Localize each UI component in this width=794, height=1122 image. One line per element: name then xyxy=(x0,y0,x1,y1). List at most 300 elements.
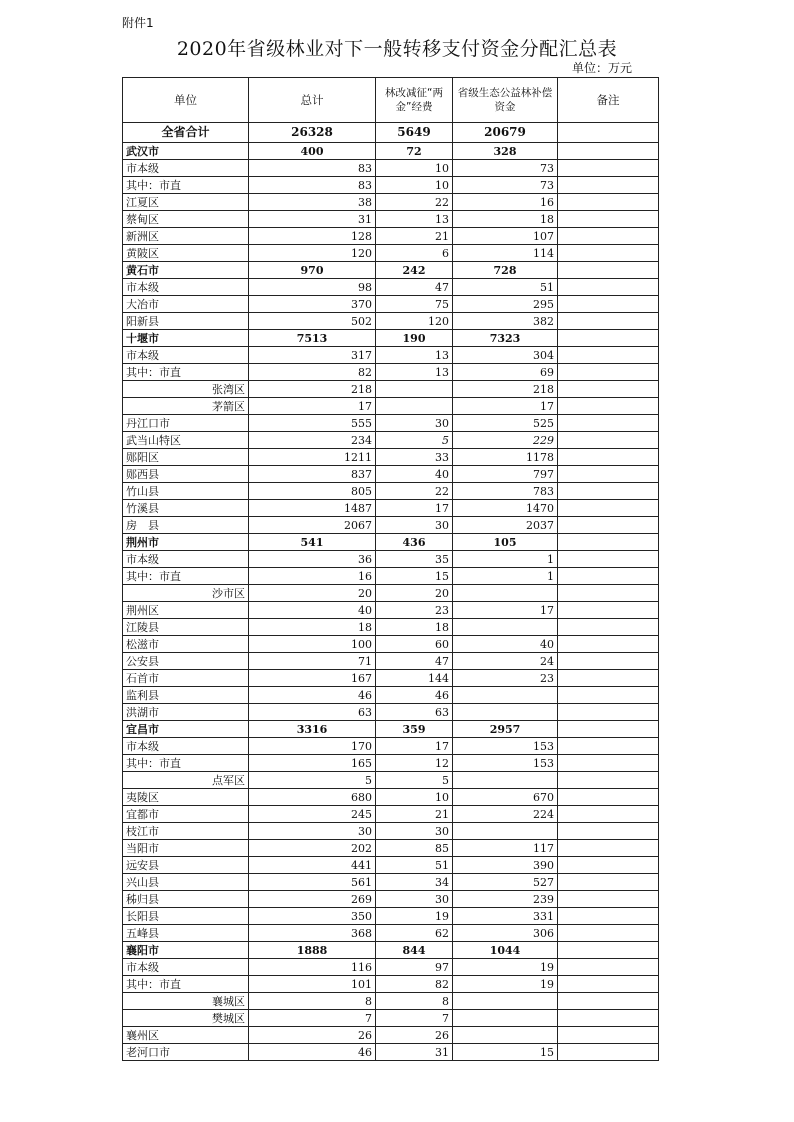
total-cell: 17 xyxy=(249,398,376,415)
lgj-cell: 12 xyxy=(376,755,453,772)
lgj-cell: 72 xyxy=(376,143,453,160)
table-row xyxy=(123,245,659,262)
unit-cell: 老河口市 xyxy=(123,1044,249,1061)
lgj-cell: 7 xyxy=(376,1010,453,1027)
unit-cell: 市本级 xyxy=(123,959,249,976)
table-row xyxy=(123,432,659,449)
city-row xyxy=(123,262,659,279)
lgj-cell: 60 xyxy=(376,636,453,653)
lgj-cell: 19 xyxy=(376,908,453,925)
allocation-table xyxy=(122,77,659,1061)
note-cell xyxy=(558,466,659,483)
note-cell xyxy=(558,398,659,415)
lgj-cell: 120 xyxy=(376,313,453,330)
note-cell xyxy=(558,500,659,517)
total-cell: 368 xyxy=(249,925,376,942)
note-cell xyxy=(558,602,659,619)
stgy-cell xyxy=(453,993,558,1010)
total-cell: 245 xyxy=(249,806,376,823)
note-cell xyxy=(558,619,659,636)
unit-cell: 阳新县 xyxy=(123,313,249,330)
total-cell: 170 xyxy=(249,738,376,755)
unit-cell: 市本级 xyxy=(123,279,249,296)
total-cell: 8 xyxy=(249,993,376,1010)
stgy-cell: 117 xyxy=(453,840,558,857)
total-cell: 350 xyxy=(249,908,376,925)
total-cell: 38 xyxy=(249,194,376,211)
total-cell: 1487 xyxy=(249,500,376,517)
header-total: 总计 xyxy=(249,78,376,123)
stgy-cell: 51 xyxy=(453,279,558,296)
header-unit: 单位 xyxy=(123,78,249,123)
stgy-cell: 18 xyxy=(453,211,558,228)
unit-cell: 樊城区 xyxy=(123,1010,249,1027)
note-cell xyxy=(558,840,659,857)
table-row xyxy=(123,806,659,823)
note-cell xyxy=(558,177,659,194)
table-row xyxy=(123,551,659,568)
stgy-cell: 153 xyxy=(453,755,558,772)
unit-cell: 远安县 xyxy=(123,857,249,874)
total-cell: 20 xyxy=(249,585,376,602)
lgj-cell: 47 xyxy=(376,279,453,296)
table-row xyxy=(123,602,659,619)
stgy-cell: 105 xyxy=(453,534,558,551)
lgj-cell: 15 xyxy=(376,568,453,585)
unit-cell: 松滋市 xyxy=(123,636,249,653)
table-row xyxy=(123,636,659,653)
lgj-cell: 34 xyxy=(376,874,453,891)
lgj-cell: 33 xyxy=(376,449,453,466)
note-cell xyxy=(558,143,659,160)
lgj-cell: 63 xyxy=(376,704,453,721)
unit-cell: 市本级 xyxy=(123,347,249,364)
page-title: 2020年省级林业对下一般转移支付资金分配汇总表 xyxy=(176,38,618,60)
header-stgy: 省级生态公益林补偿资金 xyxy=(453,78,558,123)
lgj-cell: 10 xyxy=(376,160,453,177)
total-cell: 16 xyxy=(249,568,376,585)
total-cell: 317 xyxy=(249,347,376,364)
total-cell: 98 xyxy=(249,279,376,296)
note-cell xyxy=(558,653,659,670)
unit-cell: 茅箭区 xyxy=(123,398,249,415)
total-cell: 555 xyxy=(249,415,376,432)
note-cell xyxy=(558,925,659,942)
unit-cell: 监利县 xyxy=(123,687,249,704)
table-row xyxy=(123,1027,659,1044)
total-cell: 441 xyxy=(249,857,376,874)
stgy-cell: 2957 xyxy=(453,721,558,738)
note-cell xyxy=(558,194,659,211)
unit-cell: 武汉市 xyxy=(123,143,249,160)
lgj-cell: 30 xyxy=(376,891,453,908)
table-row xyxy=(123,789,659,806)
note-cell xyxy=(558,636,659,653)
table-row xyxy=(123,296,659,313)
total-cell: 36 xyxy=(249,551,376,568)
unit-cell: 宜都市 xyxy=(123,806,249,823)
total-cell: 167 xyxy=(249,670,376,687)
note-cell xyxy=(558,687,659,704)
unit-cell: 襄阳市 xyxy=(123,942,249,959)
unit-cell: 丹江口市 xyxy=(123,415,249,432)
unit-label: 单位：万元 xyxy=(572,61,633,75)
unit-cell: 新洲区 xyxy=(123,228,249,245)
note-cell xyxy=(558,313,659,330)
stgy-cell: 2037 xyxy=(453,517,558,534)
total-cell: 561 xyxy=(249,874,376,891)
city-row xyxy=(123,330,659,347)
unit-cell: 石首市 xyxy=(123,670,249,687)
lgj-cell: 47 xyxy=(376,653,453,670)
note-cell xyxy=(558,942,659,959)
stgy-cell: 306 xyxy=(453,925,558,942)
lgj-cell: 40 xyxy=(376,466,453,483)
total-cell: 83 xyxy=(249,177,376,194)
stgy-cell: 19 xyxy=(453,959,558,976)
table-row xyxy=(123,347,659,364)
lgj-cell: 359 xyxy=(376,721,453,738)
grand-total-name: 全省合计 xyxy=(123,123,249,143)
stgy-cell: 15 xyxy=(453,1044,558,1061)
note-cell xyxy=(558,874,659,891)
unit-cell: 兴山县 xyxy=(123,874,249,891)
stgy-cell: 153 xyxy=(453,738,558,755)
total-cell: 63 xyxy=(249,704,376,721)
lgj-cell: 5 xyxy=(376,772,453,789)
stgy-cell: 40 xyxy=(453,636,558,653)
note-cell xyxy=(558,585,659,602)
lgj-cell: 26 xyxy=(376,1027,453,1044)
lgj-cell: 21 xyxy=(376,228,453,245)
stgy-cell: 331 xyxy=(453,908,558,925)
total-cell: 502 xyxy=(249,313,376,330)
stgy-cell: 1 xyxy=(453,551,558,568)
total-cell: 837 xyxy=(249,466,376,483)
stgy-cell xyxy=(453,1027,558,1044)
table-row xyxy=(123,619,659,636)
table-row xyxy=(123,483,659,500)
lgj-cell: 17 xyxy=(376,500,453,517)
lgj-cell xyxy=(376,381,453,398)
header-lgj: 林改减征“两金”经费 xyxy=(376,78,453,123)
unit-cell: 江陵县 xyxy=(123,619,249,636)
lgj-cell: 10 xyxy=(376,789,453,806)
table-row xyxy=(123,381,659,398)
city-row xyxy=(123,143,659,160)
unit-cell: 洪湖市 xyxy=(123,704,249,721)
table-row xyxy=(123,398,659,415)
lgj-cell: 13 xyxy=(376,364,453,381)
stgy-cell: 218 xyxy=(453,381,558,398)
note-cell xyxy=(558,279,659,296)
note-cell xyxy=(558,670,659,687)
stgy-cell: 1470 xyxy=(453,500,558,517)
note-cell xyxy=(558,789,659,806)
unit-cell: 竹山县 xyxy=(123,483,249,500)
table-row xyxy=(123,874,659,891)
unit-cell: 秭归县 xyxy=(123,891,249,908)
lgj-cell xyxy=(376,398,453,415)
total-cell: 370 xyxy=(249,296,376,313)
lgj-cell: 62 xyxy=(376,925,453,942)
lgj-cell: 30 xyxy=(376,517,453,534)
note-cell xyxy=(558,891,659,908)
note-cell xyxy=(558,517,659,534)
stgy-cell: 24 xyxy=(453,653,558,670)
stgy-cell: 390 xyxy=(453,857,558,874)
stgy-cell: 525 xyxy=(453,415,558,432)
total-cell: 2067 xyxy=(249,517,376,534)
unit-cell: 市本级 xyxy=(123,738,249,755)
note-cell xyxy=(558,704,659,721)
total-cell: 3316 xyxy=(249,721,376,738)
note-cell xyxy=(558,721,659,738)
lgj-cell: 13 xyxy=(376,211,453,228)
unit-cell: 其中：市直 xyxy=(123,976,249,993)
total-cell: 26 xyxy=(249,1027,376,1044)
table-row xyxy=(123,840,659,857)
lgj-cell: 85 xyxy=(376,840,453,857)
lgj-cell: 97 xyxy=(376,959,453,976)
unit-cell: 当阳市 xyxy=(123,840,249,857)
table-row xyxy=(123,687,659,704)
lgj-cell: 144 xyxy=(376,670,453,687)
note-cell xyxy=(558,1044,659,1061)
lgj-cell: 22 xyxy=(376,483,453,500)
note-cell xyxy=(558,381,659,398)
unit-cell: 襄州区 xyxy=(123,1027,249,1044)
city-row xyxy=(123,534,659,551)
note-cell xyxy=(558,755,659,772)
lgj-cell: 20 xyxy=(376,585,453,602)
unit-cell: 其中：市直 xyxy=(123,364,249,381)
note-cell xyxy=(558,1027,659,1044)
note-cell xyxy=(558,976,659,993)
unit-cell: 其中：市直 xyxy=(123,755,249,772)
lgj-cell: 242 xyxy=(376,262,453,279)
unit-cell: 市本级 xyxy=(123,160,249,177)
stgy-cell: 304 xyxy=(453,347,558,364)
unit-cell: 武当山特区 xyxy=(123,432,249,449)
note-cell xyxy=(558,959,659,976)
total-cell: 165 xyxy=(249,755,376,772)
stgy-cell xyxy=(453,619,558,636)
note-cell xyxy=(558,296,659,313)
table-row xyxy=(123,466,659,483)
total-cell: 46 xyxy=(249,687,376,704)
unit-cell: 公安县 xyxy=(123,653,249,670)
unit-cell: 点军区 xyxy=(123,772,249,789)
lgj-cell: 18 xyxy=(376,619,453,636)
note-cell xyxy=(558,160,659,177)
unit-cell: 郧西县 xyxy=(123,466,249,483)
unit-cell: 宜昌市 xyxy=(123,721,249,738)
unit-cell: 夷陵区 xyxy=(123,789,249,806)
stgy-cell: 295 xyxy=(453,296,558,313)
note-cell xyxy=(558,908,659,925)
table-row xyxy=(123,755,659,772)
total-cell: 1888 xyxy=(249,942,376,959)
lgj-cell: 30 xyxy=(376,415,453,432)
total-cell: 970 xyxy=(249,262,376,279)
stgy-cell: 17 xyxy=(453,398,558,415)
grand-total-row xyxy=(123,123,659,143)
stgy-cell: 1 xyxy=(453,568,558,585)
stgy-cell xyxy=(453,1010,558,1027)
unit-cell: 枝江市 xyxy=(123,823,249,840)
lgj-cell: 21 xyxy=(376,806,453,823)
lgj-cell: 17 xyxy=(376,738,453,755)
stgy-cell: 239 xyxy=(453,891,558,908)
lgj-cell: 82 xyxy=(376,976,453,993)
grand-total-lgj: 5649 xyxy=(376,123,453,143)
stgy-cell: 229 xyxy=(453,432,558,449)
unit-cell: 沙市区 xyxy=(123,585,249,602)
total-cell: 218 xyxy=(249,381,376,398)
table-row xyxy=(123,891,659,908)
table-row xyxy=(123,517,659,534)
stgy-cell: 224 xyxy=(453,806,558,823)
stgy-cell: 73 xyxy=(453,177,558,194)
stgy-cell: 7323 xyxy=(453,330,558,347)
lgj-cell: 35 xyxy=(376,551,453,568)
stgy-cell: 797 xyxy=(453,466,558,483)
note-cell xyxy=(558,568,659,585)
lgj-cell: 22 xyxy=(376,194,453,211)
total-cell: 805 xyxy=(249,483,376,500)
total-cell: 7513 xyxy=(249,330,376,347)
unit-cell: 荆州市 xyxy=(123,534,249,551)
total-cell: 7 xyxy=(249,1010,376,1027)
stgy-cell: 527 xyxy=(453,874,558,891)
header-note: 备注 xyxy=(558,78,659,123)
lgj-cell: 844 xyxy=(376,942,453,959)
grand-total-note xyxy=(558,123,659,143)
total-cell: 40 xyxy=(249,602,376,619)
table-row xyxy=(123,211,659,228)
table-row xyxy=(123,1010,659,1027)
stgy-cell xyxy=(453,823,558,840)
table-row xyxy=(123,1044,659,1061)
grand-total-stgy: 20679 xyxy=(453,123,558,143)
table-header-row xyxy=(123,78,659,123)
lgj-cell: 8 xyxy=(376,993,453,1010)
total-cell: 83 xyxy=(249,160,376,177)
lgj-cell: 13 xyxy=(376,347,453,364)
total-cell: 128 xyxy=(249,228,376,245)
total-cell: 31 xyxy=(249,211,376,228)
lgj-cell: 10 xyxy=(376,177,453,194)
unit-cell: 竹溪县 xyxy=(123,500,249,517)
table-row xyxy=(123,313,659,330)
table-body xyxy=(123,123,659,1061)
note-cell xyxy=(558,823,659,840)
table-row xyxy=(123,585,659,602)
note-cell xyxy=(558,551,659,568)
stgy-cell: 107 xyxy=(453,228,558,245)
stgy-cell: 17 xyxy=(453,602,558,619)
lgj-cell: 436 xyxy=(376,534,453,551)
lgj-cell: 46 xyxy=(376,687,453,704)
note-cell xyxy=(558,415,659,432)
total-cell: 269 xyxy=(249,891,376,908)
unit-cell: 黄陂区 xyxy=(123,245,249,262)
table-row xyxy=(123,177,659,194)
table-row xyxy=(123,993,659,1010)
city-row xyxy=(123,721,659,738)
stgy-cell: 1178 xyxy=(453,449,558,466)
table-row xyxy=(123,857,659,874)
unit-cell: 郧阳区 xyxy=(123,449,249,466)
stgy-cell: 69 xyxy=(453,364,558,381)
lgj-cell: 6 xyxy=(376,245,453,262)
stgy-cell xyxy=(453,585,558,602)
total-cell: 46 xyxy=(249,1044,376,1061)
table-row xyxy=(123,415,659,432)
total-cell: 18 xyxy=(249,619,376,636)
table-row xyxy=(123,194,659,211)
note-cell xyxy=(558,228,659,245)
lgj-cell: 5 xyxy=(376,432,453,449)
lgj-cell: 30 xyxy=(376,823,453,840)
city-row xyxy=(123,942,659,959)
table-row xyxy=(123,653,659,670)
stgy-cell: 382 xyxy=(453,313,558,330)
stgy-cell xyxy=(453,772,558,789)
unit-cell: 江夏区 xyxy=(123,194,249,211)
unit-cell: 其中：市直 xyxy=(123,177,249,194)
lgj-cell: 75 xyxy=(376,296,453,313)
stgy-cell: 670 xyxy=(453,789,558,806)
total-cell: 120 xyxy=(249,245,376,262)
total-cell: 116 xyxy=(249,959,376,976)
total-cell: 101 xyxy=(249,976,376,993)
unit-cell: 襄城区 xyxy=(123,993,249,1010)
total-cell: 202 xyxy=(249,840,376,857)
unit-cell: 大冶市 xyxy=(123,296,249,313)
note-cell xyxy=(558,211,659,228)
note-cell xyxy=(558,534,659,551)
table-row xyxy=(123,364,659,381)
note-cell xyxy=(558,245,659,262)
unit-cell: 十堰市 xyxy=(123,330,249,347)
note-cell xyxy=(558,1010,659,1027)
note-cell xyxy=(558,806,659,823)
table-row xyxy=(123,279,659,296)
unit-cell: 长阳县 xyxy=(123,908,249,925)
stgy-cell: 783 xyxy=(453,483,558,500)
unit-cell: 张湾区 xyxy=(123,381,249,398)
note-cell xyxy=(558,364,659,381)
note-cell xyxy=(558,432,659,449)
table-row xyxy=(123,670,659,687)
unit-cell: 房 县 xyxy=(123,517,249,534)
lgj-cell: 51 xyxy=(376,857,453,874)
stgy-cell: 728 xyxy=(453,262,558,279)
unit-cell: 其中：市直 xyxy=(123,568,249,585)
unit-cell: 蔡甸区 xyxy=(123,211,249,228)
table-row xyxy=(123,959,659,976)
total-cell: 71 xyxy=(249,653,376,670)
note-cell xyxy=(558,483,659,500)
lgj-cell: 190 xyxy=(376,330,453,347)
note-cell xyxy=(558,772,659,789)
note-cell xyxy=(558,262,659,279)
total-cell: 541 xyxy=(249,534,376,551)
table-row xyxy=(123,704,659,721)
total-cell: 100 xyxy=(249,636,376,653)
